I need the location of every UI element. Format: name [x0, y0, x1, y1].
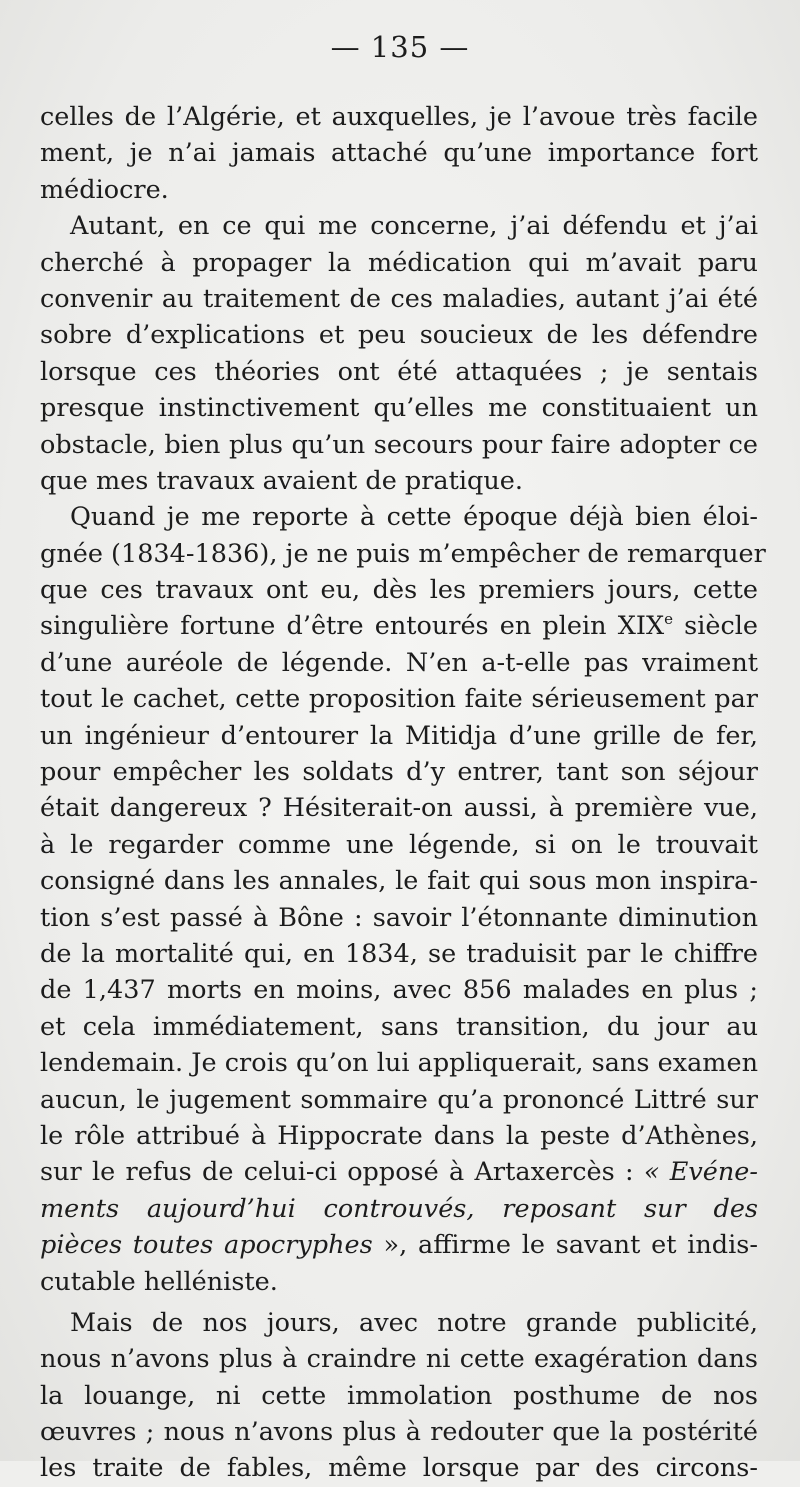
text-line: aucun, le jugement sommaire qu’a prononcé Littré sur	[40, 1084, 758, 1115]
text-line: convenir au traitement de ces maladies, autant j’ai été	[40, 283, 758, 314]
text-line	[40, 1191, 758, 1227]
text-line: tion s’est passé à Bône : savoir l’étonnante diminution	[40, 902, 758, 933]
text-run: », affirme le savant et indis-	[372, 1230, 758, 1261]
text-run: singulière fortune d’être entourés en plein XIX	[40, 611, 665, 642]
text-line: de la mortalité qui, en 1834, se traduisit par le chiffre	[40, 938, 758, 969]
italic-quote: « Evéne-	[643, 1157, 758, 1188]
text-line: lendemain. Je crois qu’on lui appliquerait, sans examen	[40, 1048, 758, 1079]
text-line: à le regarder comme une légende, si on le trouvait	[40, 829, 758, 860]
text-line: gnée (1834-1836), je ne puis m’empêcher de remarquer	[40, 538, 766, 569]
superscript: e	[664, 610, 673, 629]
text-line: un ingénieur d’entourer la Mitidja d’une grille de fer,	[40, 720, 758, 751]
text-line: celles de l’Algérie, et auxquelles, je l’avoue très facile	[40, 102, 758, 132]
text-line: cherché à propager la médication qui m’avait paru	[40, 247, 758, 278]
text-line: les traite de fables, même lorsque par des circons-	[40, 1453, 758, 1484]
body-text	[40, 99, 766, 1487]
text-line: médiocre.	[40, 174, 169, 205]
italic-quote: pièces toutes apocryphes	[40, 1230, 373, 1261]
text-line: la louange, ni cette immolation posthume de nos	[40, 1380, 758, 1411]
text-line: pour empêcher les soldats d’y entrer, tant son séjour	[40, 757, 758, 788]
italic-quote: ments aujourd’hui controuvés, reposant sur des	[40, 1193, 758, 1224]
text-line: cutable helléniste.	[40, 1266, 278, 1297]
text-line: ment, je n’ai jamais attaché qu’une importance fort	[40, 138, 758, 169]
text-line: était dangereux ? Hésiterait-on aussi, à première vue,	[40, 793, 758, 824]
text-line: Mais de nos jours, avec notre grande publicité,	[70, 1307, 758, 1338]
text-line: nous n’avons plus à craindre ni cette exagération dans	[40, 1344, 758, 1375]
text-line: d’une auréole de légende. N’en a-t-elle pas vraiment	[40, 647, 758, 678]
text-line: que ces travaux ont eu, dès les premiers jours, cette	[40, 575, 758, 606]
text-line	[40, 1227, 758, 1263]
text-line: de 1,437 morts en moins, avec 856 malades en plus ;	[40, 975, 758, 1006]
text-line: consigné dans les annales, le fait qui sous mon inspira-	[40, 866, 758, 897]
text-line: œuvres ; nous n’avons plus à redouter que la postérité	[40, 1417, 758, 1448]
text-line: que mes travaux avaient de pratique.	[40, 465, 523, 496]
page-number: — 135 —	[330, 30, 470, 64]
text-line: et cela immédiatement, sans transition, du jour au	[40, 1011, 758, 1042]
text-line: Quand je me reporte à cette époque déjà bien éloi-	[70, 502, 758, 533]
text-run: siècle	[673, 611, 759, 642]
text-line	[40, 608, 758, 644]
text-line: obstacle, bien plus qu’un secours pour faire adopter ce	[40, 429, 758, 460]
text-line: le rôle attribué à Hippocrate dans la peste d’Athènes,	[40, 1120, 758, 1151]
text-line	[40, 1154, 758, 1190]
text-line: Autant, en ce qui me concerne, j’ai défendu et j’ai	[70, 211, 758, 242]
text-line: tout le cachet, cette proposition faite sérieusement par	[40, 684, 758, 715]
text-line: lorsque ces théories ont été attaquées ; je sentais	[40, 356, 758, 387]
text-line: sobre d’explications et peu soucieux de les défendre	[40, 320, 758, 351]
text-line: presque instinctivement qu’elles me constituaient un	[40, 393, 758, 424]
text-run: sur le refus de celui-ci opposé à Artaxercès :	[40, 1157, 644, 1188]
